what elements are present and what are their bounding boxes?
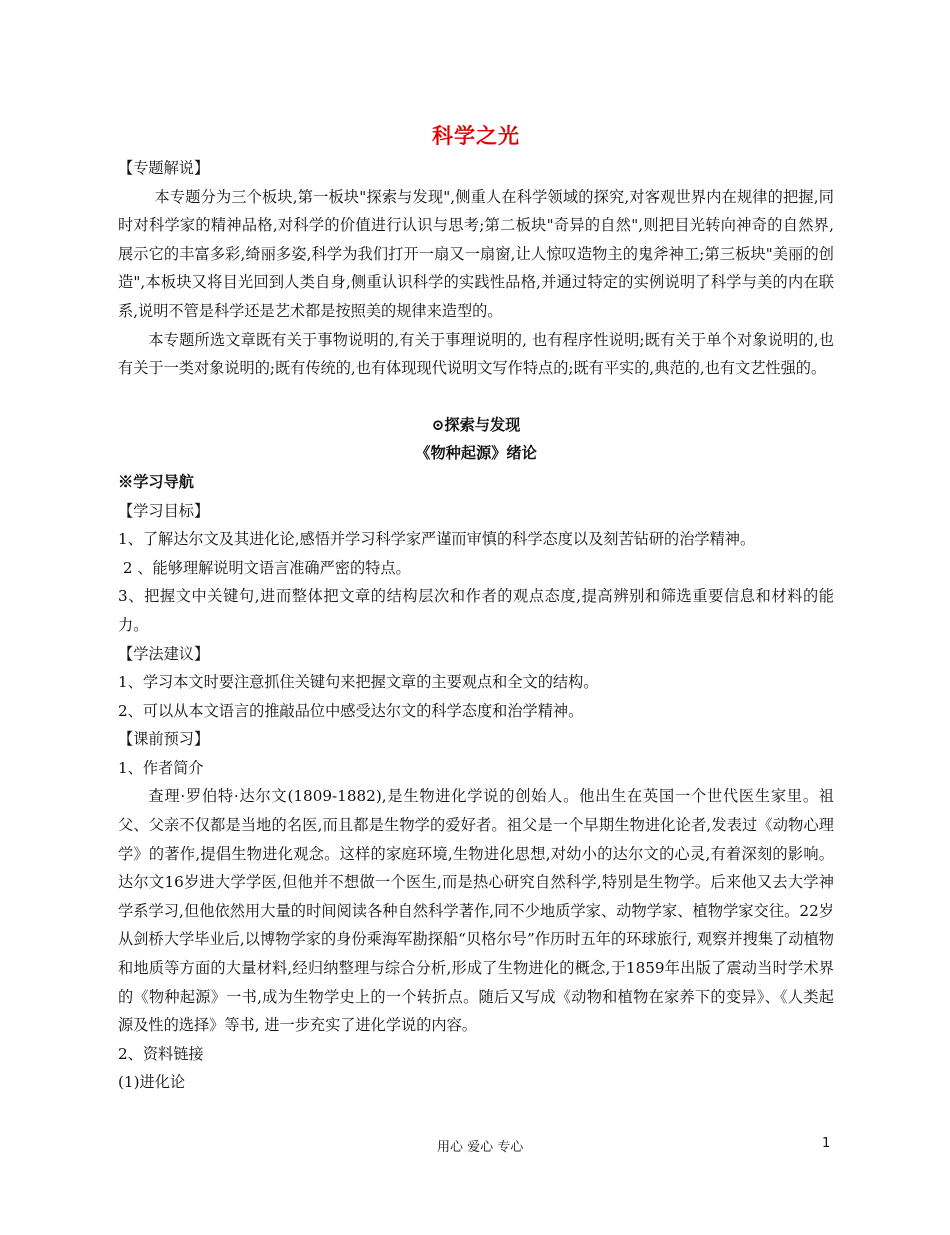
- author-paragraph: 查理·罗伯特·达尔文(1809-1882),是生物进化学说的创始人。他出生在英国一个世代医生家里。祖父、父亲不仅都是当地的名医,而且都是生物学的爱好者。祖父是一个早期生物进化论者,发表过《动物心理学》的著作,提倡生物进化观念。这样的家庭环境,生物进化思想,对幼小的达尔文的心灵,有着深刻的影响。达尔文16岁进大学学医,但他并不想做一个医生,而是热心研究自然科学,特别是生物学。后来他又去大学神学系学习,但他依然用大量的时间阅读各种自然科学著作,同不少地质学家、动物学家、植物学家交往。22岁从剑桥大学毕业后,以博物学家的身份乘海军勘探船“贝格尔号”作历时五年的环球旅行, 观察并搜集了动植物和地质等方面的大量材料,经归纳整理与综合分析,形成了生物进化的概念,于1859年出版了震动当时学术界的《物种起源》一书,成为生物学史上的一个转折点。随后又写成《动物和植物在家养下的变异》、《人类起源及性的选择》等书, 进一步充实了进化学说的内容。: [118, 787, 834, 1035]
- guide-heading: ※学习导航: [118, 472, 194, 491]
- goal-item-1: 1、了解达尔文及其进化论,感悟并学习科学家严谨而审慎的科学态度以及刻苦钻研的治学精神。: [118, 530, 756, 549]
- page-number: 1: [822, 1136, 831, 1151]
- author-heading: 1、作者简介: [118, 758, 204, 777]
- intro-paragraph-1: 本专题分为三个板块,第一板块"探索与发现",侧重人在科学领域的探究,对客观世界内在规律的把握,同时对科学家的精神品格,对科学的价值进行认识与思考;第二板块"奇异的自然",则把目光转向神奇的自然界,展示它的丰富多彩,绮丽多姿,科学为我们打开一扇又一扇窗,让人惊叹造物主的鬼斧神工;第三板块"美丽的创造",本板块又将目光回到人类自身,侧重认识科学的实践性品格,并通过特定的实例说明了科学与美的内在联系,说明不管是科学还是艺术都是按照美的规律来造型的。: [118, 187, 834, 320]
- preview-heading: 【课前预习】: [118, 730, 210, 749]
- intro-paragraph-2: 本专题所选文章既有关于事物说明的,有关于事理说明的, 也有程序性说明;既有关于单个对象说明的,也有关于一类对象说明的;既有传统的,也有体现现代说明文写作特点的;既有平实的,典范的,也有文艺性强的。: [118, 330, 834, 378]
- spacer: [118, 383, 834, 411]
- goal-item-3: 3、把握文中关键句,进而整体把文章的结构层次和作者的观点态度,提高辨别和筛选重要信息和材料的能力。: [118, 587, 834, 634]
- method-heading: 【学法建议】: [118, 644, 210, 663]
- page-title: 科学之光: [432, 123, 520, 148]
- intro-heading: 【专题解说】: [118, 159, 210, 177]
- resource-heading: 2、资料链接: [118, 1044, 204, 1063]
- goal-item-2: 2 、能够理解说明文语言准确严密的特点。: [118, 558, 411, 577]
- resource-subheading: (1)进化论: [118, 1073, 186, 1092]
- footer-text: 用心 爱心 专心: [437, 1140, 524, 1155]
- goals-heading: 【学习目标】: [118, 501, 210, 520]
- method-item-1: 1、学习本文时要注意抓住关键句来把握文章的主要观点和全文的结构。: [118, 673, 599, 692]
- section-title: ⊙探索与发现: [431, 415, 521, 434]
- document-page: [118, 118, 834, 1097]
- article-title: 《物种起源》绪论: [415, 444, 537, 463]
- method-item-2: 2、可以从本文语言的推敲品位中感受达尔文的科学态度和治学精神。: [118, 701, 584, 720]
